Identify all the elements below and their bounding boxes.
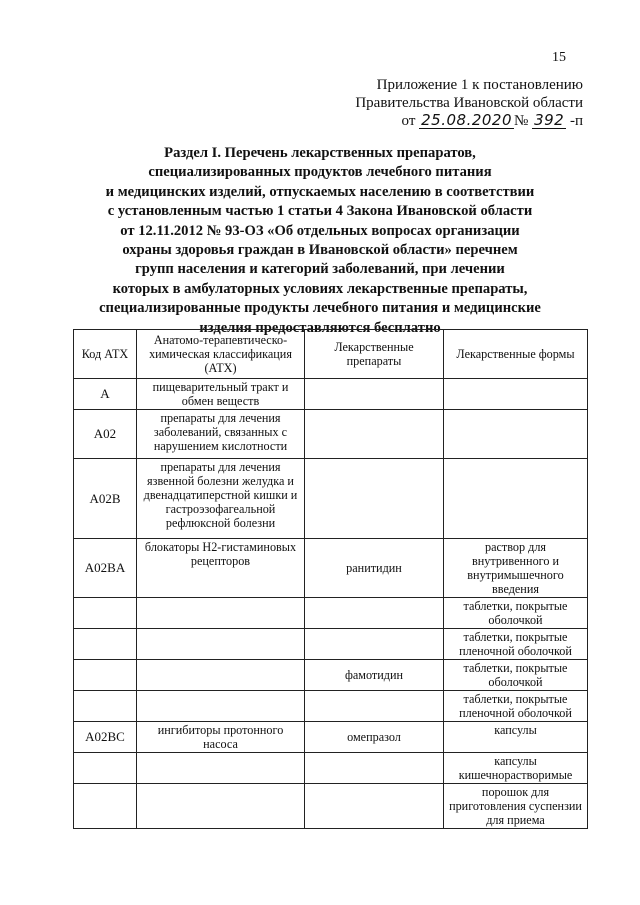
- cell-classification: препараты для лечения язвенной болезни желудка и двенадцатиперстной кишки и гастроэзофагеальной рефлюксной болезни: [137, 459, 305, 539]
- appendix-header: [355, 76, 583, 130]
- cell-code: [74, 753, 137, 784]
- cell-drug: [305, 629, 444, 660]
- header-code: Код АТХ: [74, 330, 137, 379]
- from-prefix: от: [401, 113, 416, 129]
- table-row: [74, 691, 588, 722]
- cell-code: A: [74, 379, 137, 410]
- cell-code: A02: [74, 410, 137, 459]
- table-row: [74, 660, 588, 691]
- cell-classification: ингибиторы протонного насоса: [137, 722, 305, 753]
- cell-form: капсулы кишечнорастворимые: [444, 753, 588, 784]
- cell-code: A02BA: [74, 539, 137, 598]
- appendix-line-1: Приложение 1 к постановлению: [376, 77, 583, 93]
- cell-classification: [137, 753, 305, 784]
- cell-drug: фамотидин: [305, 660, 444, 691]
- cell-drug: [305, 459, 444, 539]
- cell-classification: [137, 691, 305, 722]
- cell-classification: [137, 784, 305, 829]
- table-row: [74, 410, 588, 459]
- title-line: Раздел I. Перечень лекарственных препаратов,: [164, 145, 476, 161]
- cell-form: таблетки, покрытые оболочкой: [444, 660, 588, 691]
- cell-code: [74, 598, 137, 629]
- cell-code: [74, 660, 137, 691]
- cell-classification: пищеварительный тракт и обмен веществ: [137, 379, 305, 410]
- number-suffix: -п: [569, 113, 583, 129]
- section-title: [70, 144, 570, 338]
- cell-form: порошок для приготовления суспензии для приема: [444, 784, 588, 829]
- cell-code: [74, 629, 137, 660]
- title-line: от 12.11.2012 № 93-ОЗ «Об отдельных вопросах организации: [120, 222, 520, 239]
- cell-form: [444, 379, 588, 410]
- table-row: [74, 784, 588, 829]
- appendix-date-line: [355, 112, 583, 130]
- title-line: с установленным частью 1 статьи 4 Закона Ивановской области: [107, 203, 533, 220]
- cell-classification: препараты для лечения заболеваний, связанных с нарушением кислотности: [137, 410, 305, 459]
- title-line: охраны здоровья граждан в Ивановской области» перечнем: [122, 242, 518, 259]
- cell-form: раствор для внутривенного и внутримышечного введения: [444, 539, 588, 598]
- header-classification: Анатомо-терапевтическо-химическая классификация (АТХ): [137, 330, 305, 379]
- title-line: и медицинских изделий, отпускаемых населению в соответствии: [105, 183, 535, 200]
- table-row: [74, 459, 588, 539]
- cell-classification: блокаторы H2-гистаминовых рецепторов: [137, 539, 305, 598]
- title-line: групп населения и категорий заболеваний, при лечении: [135, 261, 505, 278]
- table-header-row: [74, 330, 588, 379]
- header-forms: Лекарственные формы: [444, 330, 588, 379]
- cell-classification: [137, 598, 305, 629]
- cell-drug: [305, 598, 444, 629]
- cell-classification: [137, 629, 305, 660]
- table-row: [74, 753, 588, 784]
- cell-code: [74, 784, 137, 829]
- cell-form: таблетки, покрытые оболочкой: [444, 598, 588, 629]
- handwritten-date: 25.08.2020: [421, 111, 513, 129]
- cell-drug: [305, 379, 444, 410]
- cell-code: A02B: [74, 459, 137, 539]
- title-line: которых в амбулаторных условиях лекарственные препараты,: [112, 280, 528, 297]
- cell-drug: [305, 753, 444, 784]
- table-row: [74, 598, 588, 629]
- table-row: [74, 379, 588, 410]
- table-row: [74, 539, 588, 598]
- appendix-line-2: Правительства Ивановской области: [355, 95, 583, 111]
- number-prefix: №: [514, 113, 529, 129]
- title-line: специализированные продукты лечебного питания и медицинские: [99, 300, 541, 317]
- handwritten-number: 392: [534, 111, 565, 129]
- cell-classification: [137, 660, 305, 691]
- cell-drug: [305, 691, 444, 722]
- cell-drug: [305, 410, 444, 459]
- cell-form: таблетки, покрытые пленочной оболочкой: [444, 629, 588, 660]
- cell-form: [444, 410, 588, 459]
- cell-drug: ранитидин: [305, 539, 444, 598]
- header-drugs: Лекарственные препараты: [305, 330, 444, 379]
- title-line: специализированных продуктов лечебного питания: [148, 164, 492, 181]
- cell-code: [74, 691, 137, 722]
- title-line: изделия предоставляются бесплатно: [199, 319, 441, 336]
- atx-table: [73, 329, 588, 829]
- cell-form: капсулы: [444, 722, 588, 753]
- cell-form: [444, 459, 588, 539]
- table-row: [74, 629, 588, 660]
- page-number: 15: [552, 50, 566, 65]
- cell-drug: омепразол: [305, 722, 444, 753]
- cell-code: A02BC: [74, 722, 137, 753]
- cell-drug: [305, 784, 444, 829]
- table-row: [74, 722, 588, 753]
- cell-form: таблетки, покрытые пленочной оболочкой: [444, 691, 588, 722]
